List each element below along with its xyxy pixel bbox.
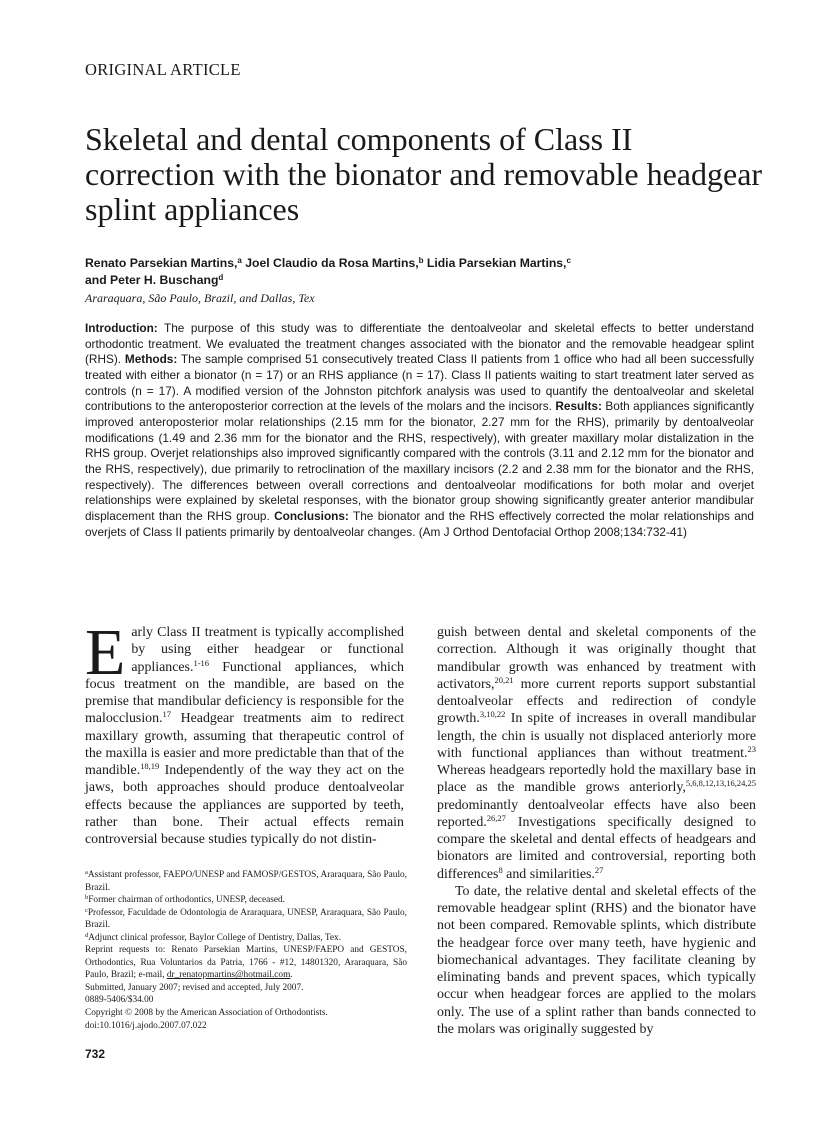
footnote [85, 944, 407, 982]
body-text-run: predominantly dentoalveolar effects have also been reported. [437, 797, 756, 830]
footnote-text: Assistant professor, FAEPO/UNESP and FAMOSP/GESTOS, Araraquara, São Paulo, Brazil. [85, 870, 407, 893]
citation-ref: 1-16 [193, 657, 210, 668]
author-1-mark: a [237, 256, 242, 265]
body-column-left [85, 616, 404, 848]
citation-ref: 23 [747, 743, 756, 754]
author-1: Renato Parsekian Martins, [85, 256, 238, 270]
footnote [85, 907, 407, 932]
citation-ref: 26,27 [486, 812, 506, 823]
footnote [85, 932, 407, 945]
footnote-mark: c [85, 906, 88, 914]
footnote-mark: d [85, 931, 89, 939]
page-number: 732 [85, 1047, 106, 1061]
footnote-text: Former chairman of orthodontics, UNESP, deceased. [88, 895, 285, 906]
footnote-text: . [290, 970, 293, 981]
footnote [85, 982, 407, 995]
abstract-introduction-text: The purpose of this study was to differentiate the dentoalveolar and skeletal effects to better understand orthodontic treatment. We evaluated the treatment changes associated with the bionator and the removable headgear splint (RHS). [85, 321, 754, 367]
footnote-text: Reprint requests to: Renato Parsekian Martins, UNESP/FAEPO and GESTOS, Orthodontics, Rua Voluntarios da Patria, 1766 - #12, 14801320, Araraquara, São Paulo, Brazil; e-mail, [85, 945, 407, 981]
body-text-run: Headgear treatments aim to redirect maxillary growth, assuming that therapeutic control of the maxilla is easier and more predictable than that of the mandible. [85, 711, 404, 778]
author-4: and Peter H. Buschang [85, 273, 219, 287]
body-text-run: Whereas headgears reportedly hold the maxillary base in place as the mandible grows anteriorly, [437, 763, 756, 796]
body-text-run: Independently of the way they act on the jaws, both approaches should produce dentoalveolar effects because the appliances are supported by teeth, rather than bone. Their actual effects remain controversial because studies typically do not distin- [85, 763, 404, 847]
body-text-run: more current reports support substantial dentoalveolar effects and redirection of condyle growth. [437, 676, 756, 727]
author-3: Lidia Parsekian Martins, [426, 256, 567, 270]
section-label: ORIGINAL ARTICLE [85, 60, 241, 79]
abstract-introduction-label: Introduction: [85, 321, 158, 335]
citation-ref: 18,19 [140, 761, 160, 771]
citation-ref: 27 [594, 864, 604, 875]
body-paragraph [85, 616, 404, 848]
body-text-run: Investigations specifically designed to compare the skeletal and dental effects of headgears and bionators are limited and controversial, reporting both differences [437, 814, 756, 882]
email-link[interactable]: dr_renatopmartins@hotmail.com [166, 970, 291, 981]
abstract-methods-text: The sample comprised 51 consecutively treated Class II patients from 1 office who had all been successfully treated with either a bionator (n = 17) or an RHS appliance (n = 17). Class II patients waiting to start treatment later served as controls (n = 17). A modified version of the Johnston pitchfork analysis was used to quantify the dentoalveolar and skeletal contributions to the anteroposterior correction at the levels of the molars and the incisors. [85, 352, 754, 414]
abstract-results-label: Results: [555, 399, 602, 414]
footnote-text: Submitted, January 2007; revised and accepted, July 2007. [85, 982, 304, 993]
body-text-run: guish between dental and skeletal components of the correction. Although it was originally thought that mandibular growth was enhanced by treatment with activators, [437, 625, 756, 692]
footnote [85, 1020, 407, 1033]
author-3-mark: c [566, 256, 571, 265]
citation-ref: 20,21 [494, 674, 514, 685]
footnote-text: 0889-5406/$34.00 [85, 995, 154, 1006]
abstract-results-text: Both appliances significantly improved anteroposterior molar relationships (2.15 mm for the bionator, 2.27 mm for the RHS), primarily by dentoalveolar modifications (1.49 and 2.36 mm for the bionator and the RHS, respectively), with greater maxillary molar distalization in the RHS group. Overjet relationships also improved significantly compared with the controls (3.11 and 2.12 mm for the bionator and the RHS, respectively), due primarily to retroclination of the maxillary incisors (2.2 and 2.38 mm for the bionator and the RHS, respectively). The differences between overall corrections and dentoalveolar modifications for both molar and overjet relationships were explained by skeletal responses, with the bionator group showing significantly greater anterior mandibular displacement than the RHS group. [85, 399, 754, 523]
footnote [85, 894, 407, 907]
footnotes [85, 869, 407, 1032]
abstract [85, 321, 754, 540]
affiliation: Araraquara, São Paulo, Brazil, and Dallas, Tex [85, 291, 315, 305]
drop-cap: E [85, 616, 126, 689]
footnote [85, 994, 407, 1007]
body-paragraph [437, 883, 756, 1038]
body-text-run: In spite of increases in overall mandibular length, the chin is usually not displaced anteriorly more with functional appliances than without treatment. [437, 711, 756, 761]
author-list [85, 255, 775, 289]
author-2: Joel Claudio da Rosa Martins, [245, 256, 419, 270]
footnote [85, 1007, 407, 1020]
author-4-mark: d [218, 273, 224, 282]
body-text-run: and similarities. [502, 866, 595, 882]
body-paragraph [437, 624, 756, 883]
body-text-run: Functional appliances, which focus treatment on the mandible, are based on the premise that mandibular deficiency is responsible for the malocclusion. [85, 659, 404, 727]
abstract-methods-label: Methods: [124, 352, 178, 367]
body-text-run: To date, the relative dental and skeletal effects of the removable headgear splint (RHS) and the bionator have not been compared. Removable splints, which distribute the headgear force over many teeth, have hygienic and biomechanical advantages. They facilitate cleaning by eliminating bands and prevent spaces, which typically occur when headgear forces are applied to the molars only. The use of a splint rather than bands connected to the molars was originally suggested by [437, 883, 756, 1037]
footnote-text: Copyright © 2008 by the American Association of Orthodontists. [85, 1008, 328, 1019]
footnote [85, 869, 407, 894]
citation-ref: 17 [162, 709, 172, 720]
footnote-text: Adjunct clinical professor, Baylor College of Dentistry, Dallas, Tex. [88, 932, 342, 943]
body-text-run: arly Class II treatment is typically accomplished by using either headgear or functional appliances. [131, 625, 404, 675]
footnote-text: Professor, Faculdade de Odontologia de Araraquara, UNESP, Araraquara, São Paulo, Brazil. [85, 907, 407, 931]
citation-ref: 8 [498, 864, 503, 875]
body-column-right [437, 624, 756, 1038]
citation-ref: 5,6,8,12,13,16,24,25 [685, 778, 756, 789]
author-2-mark: b [418, 256, 424, 265]
footnote-mark: b [85, 894, 89, 902]
article-title: Skeletal and dental components of Class II correction with the bionator and removable headgear splint appliances [85, 121, 763, 227]
footnote-mark: a [85, 869, 88, 876]
abstract-conclusions-label: Conclusions: [274, 508, 349, 523]
citation-ref: 3,10,22 [479, 709, 506, 720]
abstract-conclusions-text: The bionator and the RHS effectively corrected the molar relationships and overjets of Class II patients primarily by dentoalveolar changes. (Am J Orthod Dentofacial Orthop 2008;134:732-41) [85, 508, 754, 539]
footnote-text: doi:10.1016/j.ajodo.2007.07.022 [85, 1020, 207, 1031]
